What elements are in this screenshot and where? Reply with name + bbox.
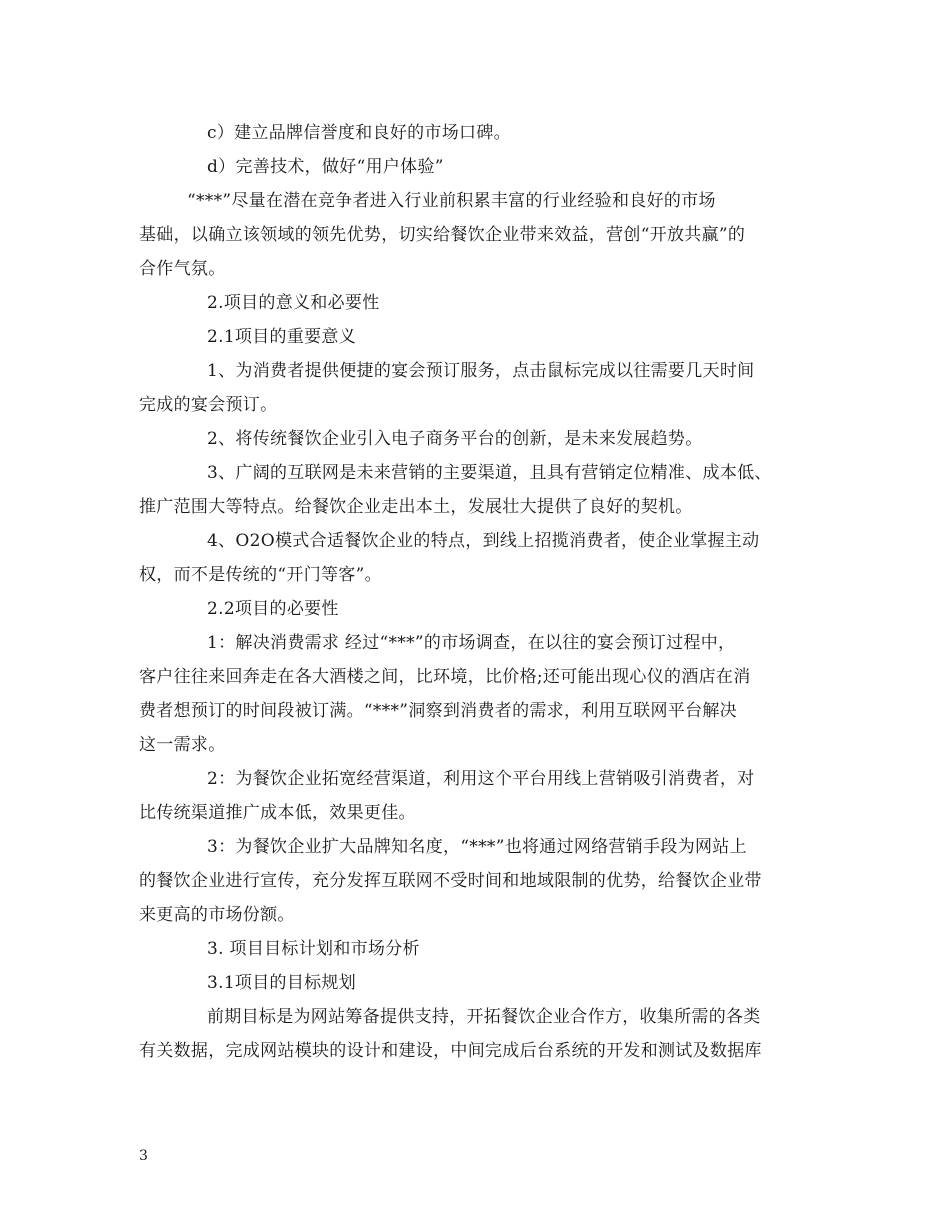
page-number: 3 bbox=[139, 1148, 148, 1164]
text-line: d）完善技术，做好“用户体验” bbox=[207, 157, 444, 177]
text-line: 2：为餐饮企业拓宽经营渠道，利用这个平台用线上营销吸引消费者，对 bbox=[207, 769, 755, 789]
text-line: 前期目标是为网站筹备提供支持，开拓餐饮企业合作方，收集所需的各类 bbox=[207, 1007, 761, 1027]
subsection-heading: 2.2项目的必要性 bbox=[207, 599, 339, 619]
text-line: 3：为餐饮企业扩大品牌知名度，“***”也将通过网络营销手段为网站上 bbox=[207, 837, 747, 857]
text-line: 费者想预订的时间段被订满。“***”洞察到消费者的需求，利用互联网平台解决 bbox=[139, 701, 737, 721]
section-heading: 3. 项目目标计划和市场分析 bbox=[207, 939, 420, 959]
text-line: c）建立品牌信誉度和良好的市场口碑。 bbox=[207, 123, 511, 143]
text-line: 来更高的市场份额。 bbox=[139, 905, 295, 925]
document-body bbox=[139, 116, 829, 1068]
text-line: 合作气氛。 bbox=[139, 259, 226, 279]
section-heading: 2.项目的意义和必要性 bbox=[207, 293, 380, 313]
text-line: 2、将传统餐饮企业引入电子商务平台的创新，是未来发展趋势。 bbox=[207, 429, 703, 449]
text-line: 推广范围大等特点。给餐饮企业走出本土，发展壮大提供了良好的契机。 bbox=[139, 497, 693, 517]
text-line: 基础，以确立该领域的领先优势，切实给餐饮企业带来效益，营创“开放共赢”的 bbox=[139, 225, 746, 245]
text-line: 的餐饮企业进行宣传，充分发挥互联网不受时间和地域限制的优势，给餐饮企业带 bbox=[139, 871, 762, 891]
text-line: 权，而不是传统的“开门等客”。 bbox=[139, 565, 382, 585]
text-line: 1、为消费者提供便捷的宴会预订服务，点击鼠标完成以往需要几天时间 bbox=[207, 361, 755, 381]
text-line: 有关数据，完成网站模块的设计和建设，中间完成后台系统的开发和测试及数据库 bbox=[139, 1041, 762, 1061]
text-line: 这一需求。 bbox=[139, 735, 226, 755]
text-line: 3、广阔的互联网是未来营销的主要渠道，且具有营销定位精准、成本低、 bbox=[207, 463, 772, 483]
text-line: 完成的宴会预订。 bbox=[139, 395, 278, 415]
text-line: “***”尽量在潜在竞争者进入行业前积累丰富的行业经验和良好的市场 bbox=[187, 191, 716, 211]
text-line: 1：解决消费需求 经过“***”的市场调查，在以往的宴会预订过程中， bbox=[207, 633, 736, 653]
text-line: 4、O2O模式合适餐饮企业的特点，到线上招揽消费者，使企业掌握主动 bbox=[207, 531, 760, 551]
text-line: 客户往往来回奔走在各大酒楼之间，比环境，比价格;还可能出现心仪的酒店在消 bbox=[139, 667, 751, 687]
subsection-heading: 2.1项目的重要意义 bbox=[207, 327, 357, 347]
subsection-heading: 3.1项目的目标规划 bbox=[207, 973, 357, 993]
text-line: 比传统渠道推广成本低，效果更佳。 bbox=[139, 803, 416, 823]
